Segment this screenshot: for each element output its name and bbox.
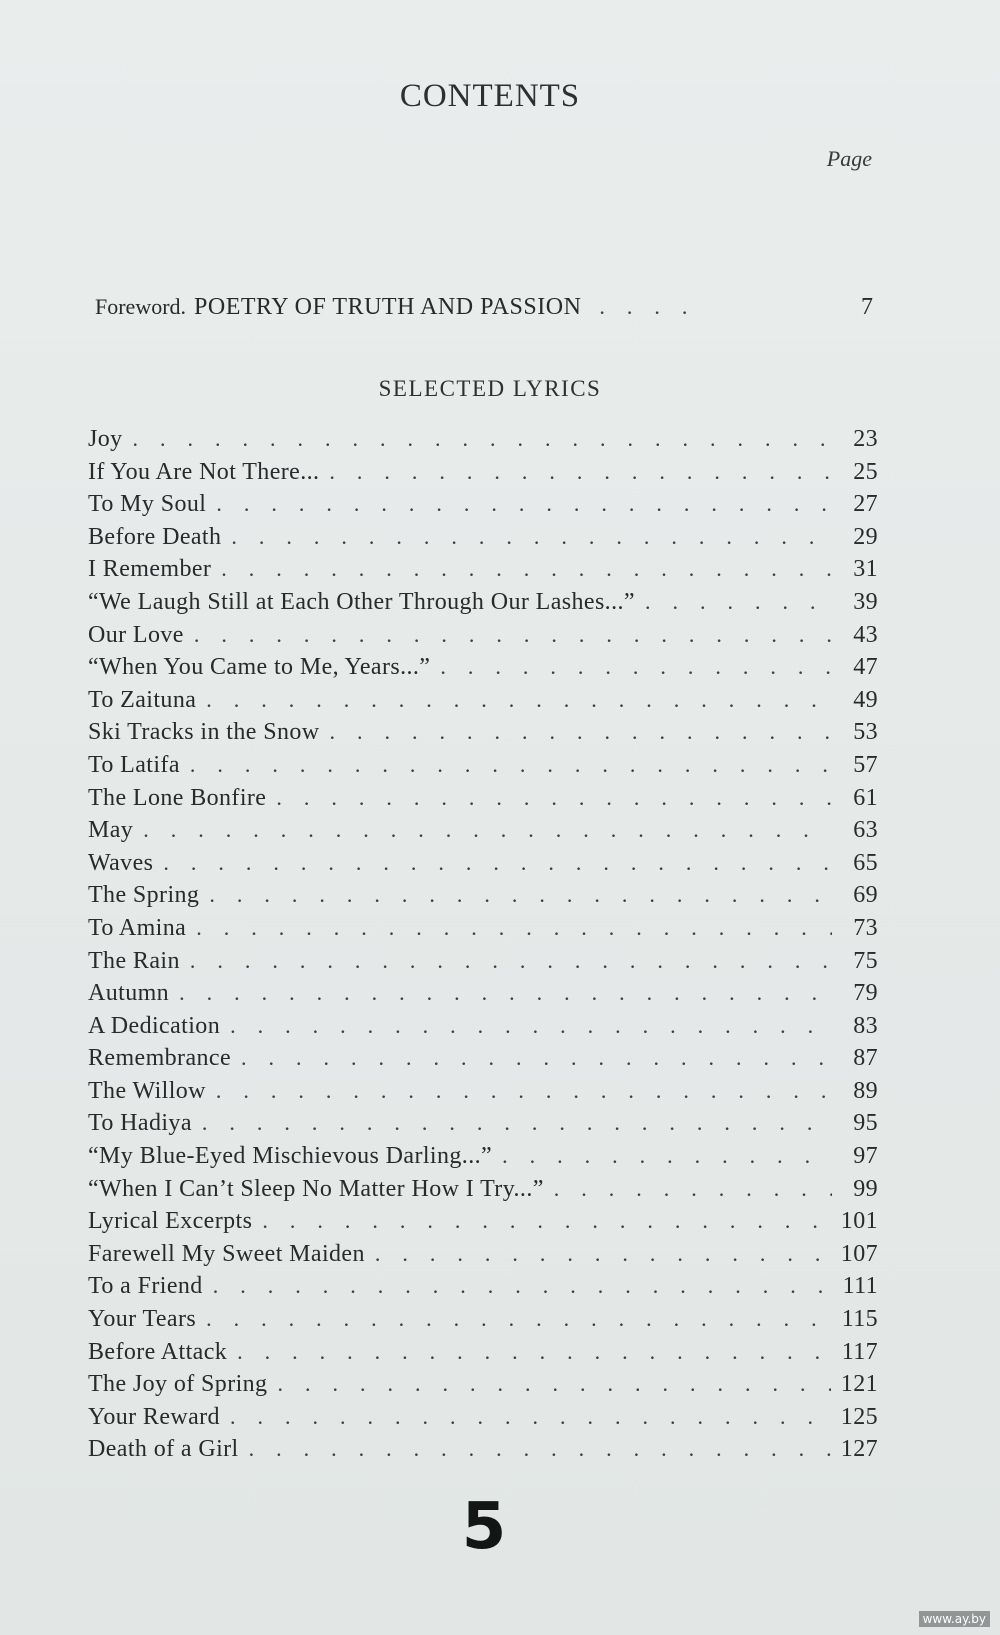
entry-page-number: 101 — [840, 1208, 878, 1235]
toc-entry — [88, 817, 878, 850]
entry-page-number: 127 — [840, 1436, 878, 1463]
entry-title: To Hadiya — [88, 1110, 192, 1137]
dot-leader — [196, 915, 832, 941]
dot-leader — [645, 589, 832, 615]
entry-title: To My Soul — [88, 491, 207, 518]
entry-title: I Remember — [88, 556, 212, 583]
toc-entry — [88, 1013, 878, 1046]
dot-leader — [599, 294, 709, 320]
dot-leader — [230, 1013, 832, 1039]
entry-page-number: 121 — [840, 1371, 878, 1398]
entry-title: To a Friend — [88, 1273, 203, 1300]
toc-entry — [88, 1078, 878, 1111]
dot-leader — [202, 1110, 832, 1136]
entry-title: Lyrical Excerpts — [88, 1208, 253, 1235]
dot-leader — [221, 556, 832, 582]
dot-leader — [237, 1339, 832, 1365]
toc-entry — [88, 1404, 878, 1437]
dot-leader — [375, 1241, 831, 1267]
entry-title: “My Blue-Eyed Mischievous Darling...” — [88, 1143, 493, 1170]
entry-title: “When I Can’t Sleep No Matter How I Try...” — [88, 1175, 544, 1202]
entry-page-number: 65 — [853, 849, 878, 876]
dot-leader — [440, 654, 832, 680]
entry-title: Joy — [88, 426, 123, 452]
entry-title: The Joy of Spring — [88, 1371, 268, 1398]
toc-entry — [88, 524, 878, 557]
entry-page-number: 47 — [853, 654, 878, 681]
toc-entry — [88, 654, 878, 687]
toc-entry — [88, 980, 878, 1013]
page-column-label: Page — [826, 146, 872, 171]
entry-title: Waves — [88, 849, 154, 876]
dot-leader — [206, 687, 832, 713]
entry-title: Before Attack — [88, 1338, 228, 1365]
dot-leader — [330, 719, 832, 745]
entry-title: If You Are Not There... — [88, 458, 320, 485]
entry-page-number: 117 — [841, 1338, 878, 1365]
entry-title: Your Reward — [88, 1403, 220, 1430]
entry-title: Remembrance — [88, 1045, 231, 1072]
dot-leader — [554, 1176, 832, 1202]
dot-leader — [276, 785, 832, 811]
entry-title: Your Tears — [88, 1306, 197, 1333]
toc-entry — [88, 719, 878, 752]
entry-title: Autumn — [88, 980, 170, 1007]
dot-leader — [179, 980, 832, 1006]
toc-entry — [88, 1143, 878, 1176]
entry-title: The Rain — [88, 947, 180, 974]
dot-leader — [230, 1404, 831, 1430]
toc-entry — [88, 752, 878, 785]
toc-entry — [88, 426, 878, 459]
toc-entry — [88, 1436, 878, 1469]
section-heading: SELECTED LYRICS — [378, 376, 602, 401]
foreword-page-number: 7 — [861, 294, 873, 320]
entry-title: Ski Tracks in the Snow — [88, 719, 320, 746]
toc-entry — [88, 785, 878, 818]
entry-page-number: 49 — [853, 686, 878, 713]
dot-leader — [502, 1143, 832, 1169]
dot-leader — [190, 752, 832, 778]
entry-page-number: 99 — [853, 1175, 878, 1202]
toc-entry — [88, 491, 878, 524]
toc-entry — [88, 1371, 878, 1404]
entry-page-number: 89 — [853, 1077, 878, 1104]
entry-title: Farewell My Sweet Maiden — [88, 1240, 365, 1267]
entry-title: “We Laugh Still at Each Other Through Our Lashes...” — [88, 588, 635, 615]
entry-title: To Amina — [88, 914, 187, 941]
dot-leader — [194, 622, 832, 648]
toc-entry — [88, 1273, 878, 1306]
dot-leader — [249, 1436, 831, 1462]
entry-title: “When You Came to Me, Years...” — [88, 654, 431, 681]
entry-title: To Latifa — [88, 751, 180, 778]
dot-leader — [241, 1045, 832, 1071]
entry-page-number: 23 — [853, 426, 878, 452]
entry-title: To Zaituna — [88, 686, 197, 713]
dot-leader — [213, 1273, 832, 1299]
entry-title: The Willow — [88, 1077, 206, 1104]
entry-title: The Spring — [88, 882, 200, 909]
toc-entry — [88, 1045, 878, 1078]
foreword-title: POETRY OF TRUTH AND PASSION — [194, 294, 582, 320]
entry-page-number: 97 — [853, 1143, 878, 1170]
entry-page-number: 107 — [840, 1240, 878, 1267]
toc-entry — [88, 1208, 878, 1241]
entry-page-number: 53 — [853, 719, 878, 746]
dot-leader — [277, 1371, 830, 1397]
toc-entry — [88, 589, 878, 622]
entry-page-number: 83 — [853, 1012, 878, 1039]
foreword-entry — [95, 294, 873, 328]
entry-page-number: 125 — [840, 1403, 878, 1430]
toc-entry — [88, 882, 878, 915]
dot-leader — [163, 850, 832, 876]
entry-page-number: 75 — [853, 947, 878, 974]
toc-entry — [88, 687, 878, 720]
entry-page-number: 63 — [853, 817, 878, 844]
entry-page-number: 43 — [853, 621, 878, 648]
entry-page-number: 69 — [853, 882, 878, 909]
contents-list — [88, 426, 878, 1469]
entry-title: The Lone Bonfire — [88, 784, 267, 811]
entry-page-number: 27 — [853, 491, 878, 518]
toc-entry — [88, 1176, 878, 1209]
entry-title: Death of a Girl — [88, 1436, 239, 1463]
entry-page-number: 115 — [841, 1306, 878, 1333]
dot-leader — [133, 426, 832, 452]
entry-title: May — [88, 817, 134, 844]
foreword-label: Foreword. — [95, 294, 187, 319]
toc-entry — [88, 915, 878, 948]
dot-leader — [231, 524, 832, 550]
dot-leader — [262, 1208, 830, 1234]
entry-title: Before Death — [88, 523, 222, 550]
dot-leader — [216, 491, 832, 517]
entry-page-number: 29 — [853, 523, 878, 550]
toc-entry — [88, 1339, 878, 1372]
entry-page-number: 73 — [853, 914, 878, 941]
toc-entry — [88, 948, 878, 981]
entry-page-number: 25 — [853, 458, 878, 485]
toc-entry — [88, 1241, 878, 1274]
entry-title: A Dedication — [88, 1012, 221, 1039]
toc-entry — [88, 1110, 878, 1143]
entry-page-number: 39 — [853, 588, 878, 615]
entry-page-number: 57 — [853, 751, 878, 778]
entry-title: Our Love — [88, 621, 184, 648]
dot-leader — [329, 459, 832, 485]
page-title: CONTENTS — [399, 78, 581, 114]
entry-page-number: 61 — [853, 784, 878, 811]
entry-page-number: 95 — [853, 1110, 878, 1137]
toc-entry — [88, 1306, 878, 1339]
dot-leader — [190, 948, 832, 974]
dot-leader — [143, 817, 832, 843]
entry-page-number: 111 — [842, 1273, 878, 1300]
page-number: 5 — [461, 1490, 507, 1564]
dot-leader — [216, 1078, 832, 1104]
entry-page-number: 79 — [853, 980, 878, 1007]
dot-leader — [206, 1306, 832, 1332]
dot-leader — [209, 882, 832, 908]
watermark: www.ay.by — [919, 1611, 990, 1627]
toc-entry — [88, 459, 878, 492]
toc-entry — [88, 850, 878, 883]
toc-entry — [88, 622, 878, 655]
entry-page-number: 31 — [853, 556, 878, 583]
toc-entry — [88, 556, 878, 589]
entry-page-number: 87 — [853, 1045, 878, 1072]
